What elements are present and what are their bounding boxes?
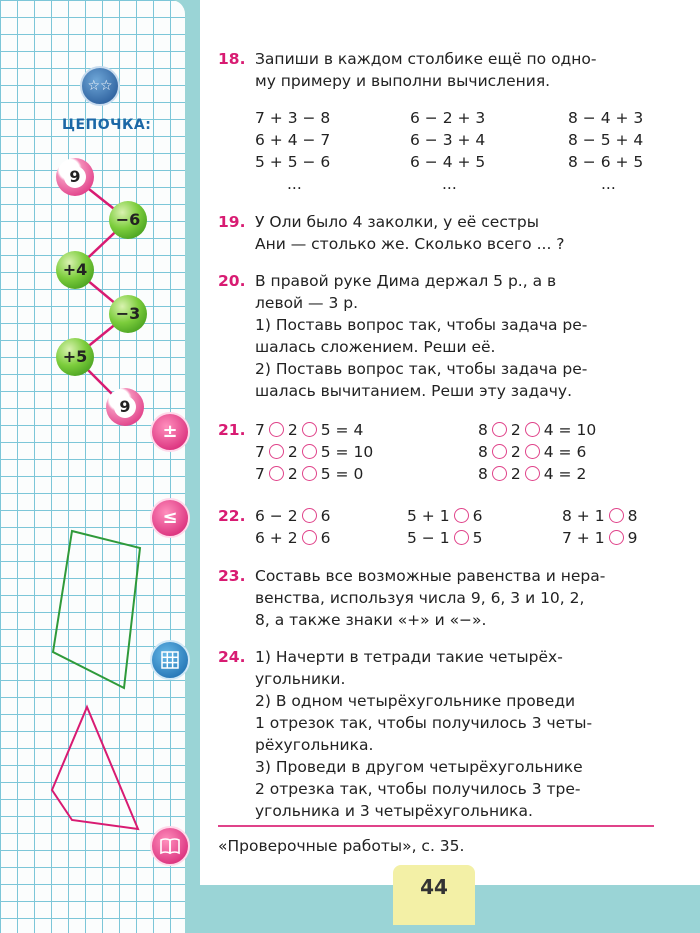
task-18-line-1: Запиши в каждом столбике ещё по одно- — [255, 50, 597, 68]
task-24-line-1: 1) Начерти в тетради такие четырёх- — [255, 648, 563, 666]
chain-ball-6: 9 — [106, 388, 144, 426]
task-number-18: 18. — [218, 50, 246, 68]
star-icon: ☆☆ — [80, 66, 120, 106]
compare-icon: ≤ — [150, 498, 190, 538]
chain-ball-2: −6 — [109, 201, 147, 239]
task-24-line-5: рёхугольника. — [255, 736, 374, 754]
divider — [218, 825, 654, 827]
task-22-col2-row2: 5 − 1 5 — [407, 529, 483, 547]
task-18-line-2: му примеру и выполни вычисления. — [255, 72, 551, 90]
task-18-col1-more: ... — [287, 175, 302, 193]
page-number: 44 — [393, 865, 475, 925]
task-18-col3-row3: 8 − 6 + 5 — [568, 153, 644, 171]
task-18-col3-more: ... — [601, 175, 616, 193]
chain-title: ЦЕПОЧКА: — [62, 117, 152, 133]
reference-text: «Проверочные работы», с. 35. — [218, 837, 465, 855]
task-20-line-4: шалась сложением. Реши её. — [255, 338, 496, 356]
task-24-line-3: 2) В одном четырёхугольнике проведи — [255, 692, 576, 710]
chain-ball-5: +5 — [56, 338, 94, 376]
task-24-line-2: угольники. — [255, 670, 346, 688]
task-number-24: 24. — [218, 648, 246, 666]
task-24-line-7: 2 отрезка так, чтобы получилось 3 тре- — [255, 780, 581, 798]
task-20-line-6: шалась вычитанием. Реши эту задачу. — [255, 382, 573, 400]
task-19-line-2: Ани — столько же. Сколько всего ... ? — [255, 235, 565, 253]
task-22-col1-row2: 6 + 2 6 — [255, 529, 331, 547]
task-18-col2-row1: 6 − 2 + 3 — [410, 109, 486, 127]
chain-ball-3: +4 — [56, 251, 94, 289]
task-22-col2-row1: 5 + 1 6 — [407, 507, 483, 525]
task-18-col1-row3: 5 + 5 − 6 — [255, 153, 331, 171]
chain-ball-4: −3 — [109, 295, 147, 333]
task-18-col3-row2: 8 − 5 + 4 — [568, 131, 644, 149]
task-18-col3-row1: 8 − 4 + 3 — [568, 109, 644, 127]
task-number-19: 19. — [218, 213, 246, 231]
task-21-right-row2: 8 2 4 = 6 — [478, 443, 587, 461]
task-number-20: 20. — [218, 272, 246, 290]
task-23-line-2: венства, используя числа 9, 6, 3 и 10, 2, — [255, 589, 585, 607]
task-number-21: 21. — [218, 421, 246, 439]
pink-quadrilateral — [0, 0, 190, 850]
task-20-line-2: левой — 3 р. — [255, 294, 359, 312]
task-number-23: 23. — [218, 567, 246, 585]
task-21-left-row3: 7 2 5 = 0 — [255, 465, 364, 483]
task-21-right-row1: 8 2 4 = 10 — [478, 421, 597, 439]
task-18-col1-row1: 7 + 3 − 8 — [255, 109, 331, 127]
task-19-line-1: У Оли было 4 заколки, у её сестры — [255, 213, 539, 231]
task-24-line-6: 3) Проведи в другом четырёхугольнике — [255, 758, 583, 776]
chain-ball-1: 9 — [56, 158, 94, 196]
task-18-col2-row2: 6 − 3 + 4 — [410, 131, 486, 149]
task-18-col1-row2: 6 + 4 − 7 — [255, 131, 331, 149]
task-22-col3-row2: 7 + 1 9 — [562, 529, 638, 547]
task-18-col2-more: ... — [442, 175, 457, 193]
task-18-col2-row3: 6 − 4 + 5 — [410, 153, 486, 171]
task-24-line-4: 1 отрезок так, чтобы получилось 3 четы- — [255, 714, 593, 732]
task-20-line-1: В правой руке Дима держал 5 р., а в — [255, 272, 557, 290]
task-21-left-row2: 7 2 5 = 10 — [255, 443, 374, 461]
task-24-line-8: угольника и 3 четырёхугольника. — [255, 802, 533, 820]
task-20-line-5: 2) Поставь вопрос так, чтобы задача ре- — [255, 360, 588, 378]
plus-minus-icon: ± — [150, 412, 190, 452]
task-22-col3-row1: 8 + 1 8 — [562, 507, 638, 525]
task-21-right-row3: 8 2 4 = 2 — [478, 465, 587, 483]
task-22-col1-row1: 6 − 2 6 — [255, 507, 331, 525]
task-21-left-row1: 7 2 5 = 4 — [255, 421, 364, 439]
task-20-line-3: 1) Поставь вопрос так, чтобы задача ре- — [255, 316, 588, 334]
task-23-line-3: 8, а также знаки «+» и «−». — [255, 611, 487, 629]
task-number-22: 22. — [218, 507, 246, 525]
task-23-line-1: Составь все возможные равенства и нера- — [255, 567, 606, 585]
